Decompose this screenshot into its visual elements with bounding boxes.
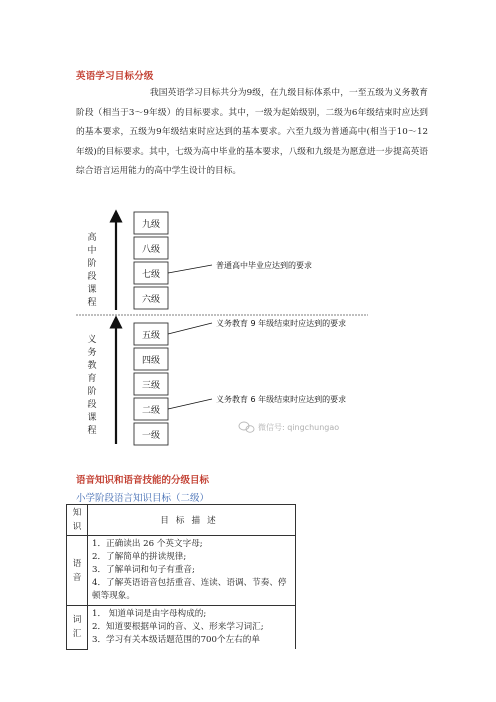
goal-item: 2．了解简单的拼读规律;: [92, 552, 187, 562]
connector-level7: [168, 265, 212, 273]
phonetics-goals: [88, 536, 296, 606]
category-char: 词: [72, 615, 82, 626]
category-char: 汇: [72, 629, 82, 640]
level-label: 七级: [141, 270, 161, 280]
high-stage-char: 阶: [87, 259, 97, 269]
level-label: 八级: [141, 245, 161, 255]
level-label: 二级: [141, 406, 161, 416]
level-label: 四级: [141, 356, 161, 366]
compulsory-stage-char: 程: [87, 426, 97, 436]
compulsory-stage-char: 课: [87, 413, 97, 423]
goal-item: 3．学习有关本级话题范围的700个左右的单: [92, 635, 260, 645]
header-char: 知: [72, 508, 82, 518]
high-stage-char: 程: [87, 298, 97, 308]
wechat-icon: [239, 422, 254, 432]
goal-item: 3．了解单词和句子有重音;: [92, 565, 195, 575]
knowledge-table: [66, 504, 296, 650]
goal-item: 1．正确读出 26 个英文字母;: [92, 539, 203, 549]
level-label: 九级: [141, 220, 161, 230]
table-header-row: [67, 505, 296, 536]
note-level2: 义务教育 6 年级结束时应达到的要求: [216, 395, 347, 404]
compulsory-stage-char: 教: [87, 361, 97, 371]
compulsory-stage-char: 务: [87, 348, 97, 358]
section2-title: 语音知识和语音技能的分级目标: [76, 475, 210, 486]
header-knowledge: [67, 505, 88, 536]
level-label: 一级: [141, 431, 161, 441]
connector-level5: [168, 323, 212, 334]
compulsory-stage-char: 阶: [87, 387, 97, 397]
high-stage-char: 中: [87, 246, 97, 256]
level-diagram: [72, 206, 372, 446]
table-row: [67, 606, 296, 650]
compulsory-stage-char: 义: [87, 335, 97, 345]
level-label: 三级: [141, 381, 161, 391]
vocabulary-goals: [88, 606, 296, 650]
header-char: 识: [72, 522, 82, 532]
compulsory-stage-char: 育: [87, 374, 97, 384]
level-label: 五级: [141, 331, 161, 341]
goal-item: 1． 知道单词是由字母构成的;: [92, 609, 207, 619]
header-description: 目标描述: [88, 505, 296, 536]
note-level7: 普通高中毕业应达到的要求: [216, 261, 312, 270]
doc-title: 英语学习目标分级: [76, 71, 154, 82]
goal-item: 4．了解英语语音包括重音、连读、语调、节奏、停顿等现象。: [92, 578, 287, 601]
watermark-text: 微信号: qingchungao: [258, 423, 340, 432]
category-char: 语: [72, 558, 82, 569]
table-caption: 小学阶段语言知识目标（二级）: [76, 493, 210, 504]
table-row: [67, 536, 296, 606]
category-vocabulary: [67, 606, 88, 650]
intro-paragraph: 我国英语学习目标共分为9级，在九级目标体系中，一至五级为义务教育阶段（相当于3～9年级）的目标要求。其中，一级为起始级别，二级为6年级结束时应达到的基本要求，五级为9年级结束时应达到的基本要求。六至九级为普通高中(相当于10～12年级)的目标要求。其中，七级为高中毕业的基本要求，八级和九级是为愿意进一步提高英语综合语言运用能力的高中学生设计的目标。: [76, 88, 428, 177]
note-level5: 义务教育 9 年级结束时应达到的要求: [216, 319, 347, 328]
category-char: 音: [72, 572, 82, 583]
high-stage-char: 高: [87, 233, 97, 243]
connector-level2: [168, 399, 212, 409]
goal-item: 2．知道要根据单词的音、义、形来学习词汇;: [92, 622, 264, 632]
compulsory-stage-char: 段: [87, 400, 97, 410]
high-stage-char: 段: [87, 272, 97, 282]
category-phonetics: [67, 536, 88, 606]
high-stage-char: 课: [87, 285, 97, 295]
compulsory-stage-label: [87, 334, 96, 436]
level-label: 六级: [141, 295, 161, 305]
high-stage-label: [87, 231, 96, 308]
watermark: [239, 422, 339, 432]
